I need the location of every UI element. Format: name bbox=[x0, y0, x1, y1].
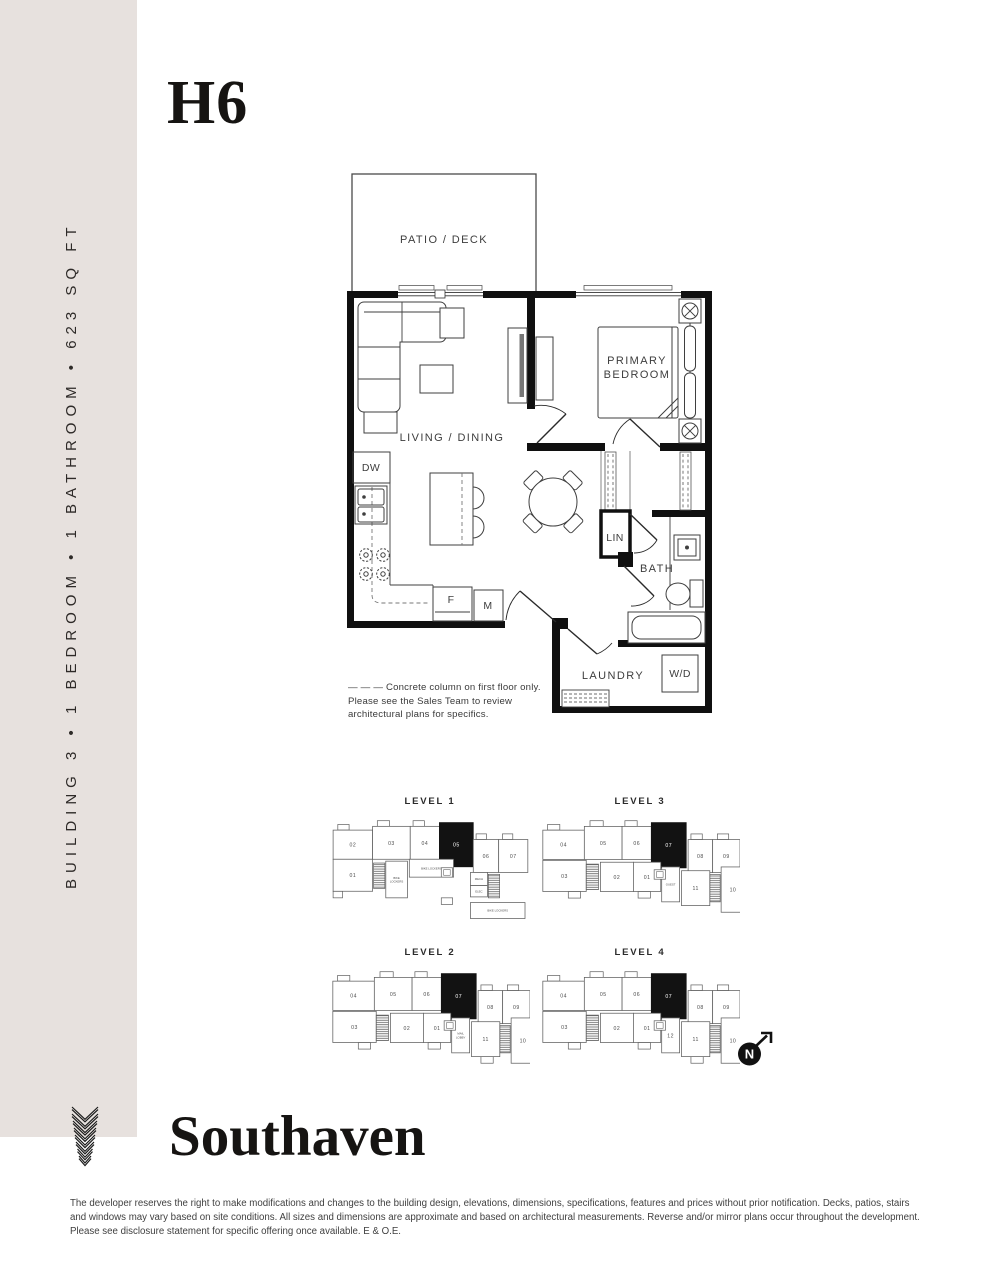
balcony-bump bbox=[638, 1042, 650, 1049]
level-4-title: LEVEL 4 bbox=[614, 947, 666, 958]
level-2-plan bbox=[330, 967, 530, 1067]
balcony-bump bbox=[638, 891, 650, 898]
side-table bbox=[440, 308, 464, 338]
unit-label: 03 bbox=[561, 1024, 568, 1031]
living-label: LIVING / DINING bbox=[399, 432, 505, 444]
balcony-bump bbox=[380, 972, 393, 978]
unit-label: BIKE bbox=[393, 875, 400, 880]
unit-label: 06 bbox=[423, 991, 431, 998]
toilet-tank bbox=[690, 580, 703, 607]
level-1-title: LEVEL 1 bbox=[404, 796, 456, 807]
bath-label: BATH bbox=[639, 563, 675, 575]
balcony-bump bbox=[481, 1057, 493, 1064]
north-compass-icon bbox=[736, 1030, 776, 1070]
unit-label: MECH bbox=[474, 877, 484, 882]
unit-label: 04 bbox=[350, 993, 357, 1000]
stair-core bbox=[500, 1025, 510, 1052]
unit-label: 07 bbox=[455, 994, 463, 1001]
level-2-title: LEVEL 2 bbox=[404, 947, 456, 958]
level-1-plan bbox=[330, 816, 530, 927]
coffee-table bbox=[420, 365, 453, 393]
unit-label: 05 bbox=[599, 840, 607, 847]
level-4-plan bbox=[540, 967, 740, 1067]
unit-label: BIKE LOCKERS bbox=[421, 866, 442, 871]
unit-label: 06 bbox=[482, 853, 490, 860]
balcony-bump bbox=[428, 1042, 440, 1049]
disclaimer-text: The developer reserves the right to make modifications and changes to the building design, elevations, dimensions, specifications, features and prices without prior notification. Decks, patios, stairs and windows may vary based on site conditions. All sizes and dimensions are approximate and based on architectural measurements. Reverse and/or mirror plans occur throughout the development. Please see disclosure statement for specific offering once available. E & O.E. bbox=[70, 1198, 920, 1237]
tv bbox=[520, 334, 525, 397]
unit-label: 05 bbox=[389, 991, 397, 998]
unit-label: 11 bbox=[692, 1037, 699, 1044]
unit-label: ELEC bbox=[475, 889, 483, 894]
balcony-bump bbox=[441, 898, 452, 905]
patio-label: PATIO / DECK bbox=[400, 234, 488, 246]
dw-label: DW bbox=[361, 462, 381, 474]
balcony-bump bbox=[717, 985, 728, 991]
dining-set bbox=[522, 470, 583, 534]
unit-label: 06 bbox=[633, 991, 641, 998]
unit-label: 10 bbox=[729, 887, 737, 894]
balcony-bump bbox=[691, 834, 702, 840]
unit-label: 12 bbox=[667, 1033, 675, 1040]
tv-console bbox=[508, 328, 527, 403]
unit-label: 04 bbox=[421, 840, 429, 847]
balcony-bump bbox=[415, 972, 427, 978]
level-3-title: LEVEL 3 bbox=[614, 796, 666, 807]
unit-label: 01 bbox=[433, 1025, 441, 1032]
unit-label: 04 bbox=[560, 842, 567, 849]
unit-label: 09 bbox=[722, 1005, 730, 1012]
balcony-bump bbox=[481, 985, 492, 991]
sidebar-vertical-text: BUILDING 3 • 1 BEDROOM • 1 BATHROOM • 623 SQ FT bbox=[63, 221, 80, 889]
laundry-shelf bbox=[562, 690, 609, 707]
unit-label: 01 bbox=[643, 1025, 651, 1032]
unit-label: 09 bbox=[722, 854, 730, 861]
dining-table bbox=[529, 478, 577, 526]
unit-label: 01 bbox=[643, 874, 651, 881]
balcony-bump bbox=[377, 821, 389, 827]
unit-label: BIKE LOCKERS bbox=[487, 908, 509, 913]
stair-core bbox=[710, 874, 720, 901]
hall-columns bbox=[601, 451, 691, 511]
stair-core bbox=[586, 1015, 598, 1040]
unit-label: GUEST bbox=[665, 882, 676, 887]
unit-label: 08 bbox=[697, 854, 704, 861]
balcony-bump bbox=[548, 824, 560, 830]
stair-core bbox=[376, 1015, 388, 1040]
unit-label: 01 bbox=[349, 873, 357, 880]
bedroom-label-2: BEDROOM bbox=[603, 369, 671, 381]
level-2-block bbox=[330, 947, 530, 1072]
stair-core bbox=[710, 1025, 720, 1052]
island bbox=[430, 473, 473, 545]
unit-label: 10 bbox=[519, 1038, 527, 1045]
unit-label: 07 bbox=[665, 843, 673, 850]
balcony-bump bbox=[590, 972, 603, 978]
balcony-bump bbox=[568, 891, 580, 898]
ottoman bbox=[364, 412, 397, 433]
page-title: H6 bbox=[167, 69, 249, 137]
balcony-bump bbox=[717, 834, 728, 840]
unit-label: 02 bbox=[613, 1025, 621, 1032]
stair-core bbox=[488, 874, 499, 898]
unit-label: MAIL bbox=[457, 1031, 464, 1036]
unit-label: 03 bbox=[561, 873, 568, 880]
dresser bbox=[536, 337, 553, 400]
balcony-bump bbox=[590, 821, 603, 827]
unit-label: 11 bbox=[482, 1037, 489, 1044]
microwave-label: M bbox=[483, 600, 493, 612]
balcony-bump bbox=[568, 1042, 580, 1049]
balcony-bump bbox=[502, 834, 512, 840]
lin-label: LIN bbox=[606, 532, 624, 544]
unit-label: 02 bbox=[613, 874, 621, 881]
patio-outline bbox=[352, 174, 536, 292]
balcony-bump bbox=[476, 834, 486, 840]
unit-label: 10 bbox=[729, 1038, 737, 1045]
unit-label: 05 bbox=[452, 842, 460, 849]
unit-label: 02 bbox=[403, 1025, 411, 1032]
balcony-bump bbox=[691, 1057, 703, 1064]
unit-label: 07 bbox=[665, 994, 673, 1001]
unit-label: LOCKERS bbox=[389, 879, 404, 884]
svg-text:N: N bbox=[744, 1046, 755, 1062]
stair-core bbox=[586, 864, 598, 889]
unit-label: 04 bbox=[560, 993, 567, 1000]
toilet bbox=[666, 583, 690, 605]
wd-label: W/D bbox=[669, 668, 691, 680]
kitchen bbox=[353, 452, 503, 621]
unit-label: 11 bbox=[692, 886, 699, 893]
unit-label: 06 bbox=[633, 840, 641, 847]
balcony-bump bbox=[625, 972, 637, 978]
balcony-bump bbox=[338, 975, 350, 981]
floor-plan bbox=[340, 162, 720, 722]
unit-label: LOBBY bbox=[455, 1035, 466, 1040]
stove bbox=[360, 549, 390, 581]
laundry-label: LAUNDRY bbox=[581, 670, 645, 682]
southaven-logo-mark bbox=[66, 1105, 104, 1169]
unit-label: 07 bbox=[509, 853, 517, 860]
concrete-column-note: — — — Concrete column on first floor only. Please see the Sales Team to review architectural plans for specifics. bbox=[348, 682, 541, 721]
unit-label: 03 bbox=[351, 1024, 358, 1031]
unit-label: 08 bbox=[697, 1005, 704, 1012]
level-4-block bbox=[540, 947, 740, 1072]
balcony-bump bbox=[338, 824, 349, 830]
closet bbox=[679, 299, 701, 443]
unit-label: 09 bbox=[512, 1005, 520, 1012]
bedroom-label-1: PRIMARY bbox=[607, 355, 667, 367]
level-3-block bbox=[540, 796, 740, 921]
unit-label: 08 bbox=[487, 1005, 494, 1012]
balcony-bump bbox=[691, 985, 702, 991]
unit-label: 05 bbox=[599, 991, 607, 998]
balcony-bump bbox=[358, 1042, 370, 1049]
fridge-label: F bbox=[447, 594, 455, 606]
stools bbox=[473, 487, 484, 538]
level-1-block bbox=[330, 796, 530, 932]
balcony-bump bbox=[625, 821, 637, 827]
stair-core bbox=[374, 863, 385, 888]
southaven-logo-text: Southaven bbox=[169, 1105, 426, 1168]
living-furniture bbox=[358, 302, 527, 433]
unit-label: 02 bbox=[349, 842, 357, 849]
balcony-bump bbox=[548, 975, 560, 981]
bathroom bbox=[628, 517, 705, 643]
level-3-plan bbox=[540, 816, 740, 916]
balcony-bump bbox=[333, 891, 342, 898]
unit-label: 03 bbox=[388, 840, 395, 847]
balcony-bump bbox=[507, 985, 518, 991]
balcony-bump bbox=[413, 821, 424, 827]
